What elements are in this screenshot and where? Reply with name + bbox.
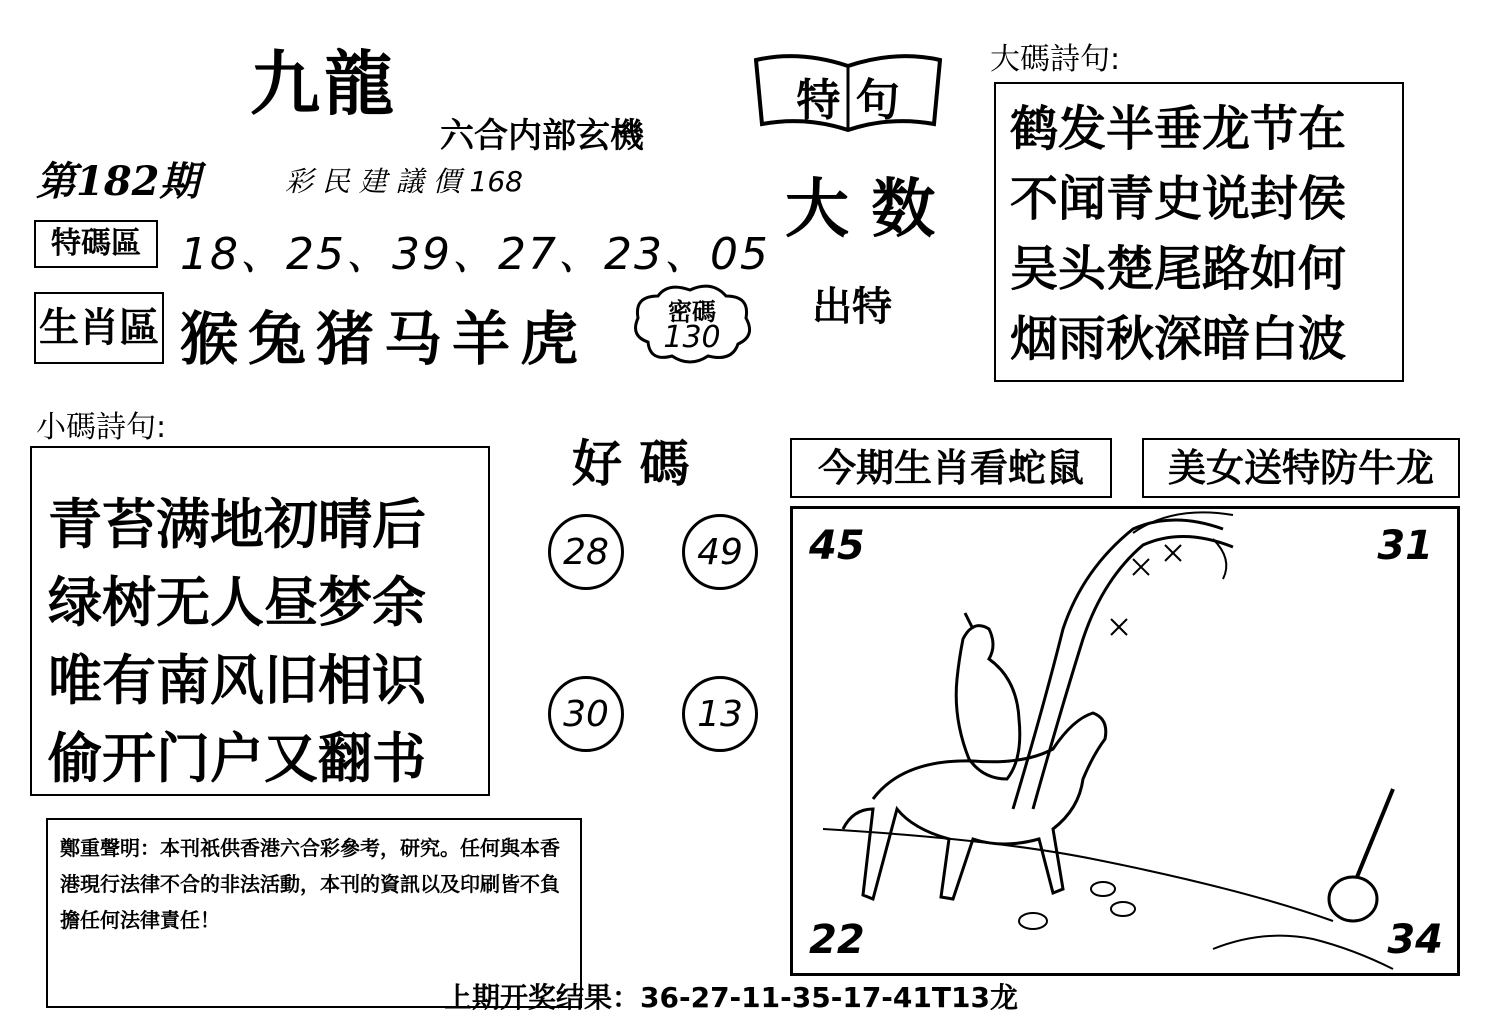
special-badge-text: 特 句: [796, 75, 900, 126]
corner-number-top-left: 45: [809, 523, 865, 569]
small-poem-line: 偷开门户又翻书: [48, 727, 426, 790]
special-badge: [750, 52, 946, 134]
big-poem-line: 吴头楚尾路如何: [1010, 241, 1347, 297]
good-code-circle: 30: [548, 676, 624, 752]
zodiac-animals: 猴兔猪马羊虎: [180, 305, 589, 373]
price-note: 彩 民 建 議 價 168: [285, 165, 523, 198]
issue-number: 第182期: [36, 158, 200, 205]
secret-code-cloud: [628, 282, 756, 368]
page-title: 九龍: [250, 42, 398, 125]
big-poem-box: [994, 82, 1404, 382]
disclaimer-text: 鄭重聲明：本刊祇供香港六合彩參考，研究。任何與本香港現行法律不合的非法活動，本刊的資訊以及印刷皆不負擔任何法律責任！: [60, 836, 560, 932]
zodiac-label: 生肖區: [34, 292, 164, 364]
secret-code-value: 130: [663, 320, 721, 355]
corner-number-bottom-left: 22: [809, 917, 865, 963]
out-special-label: 出特: [812, 284, 892, 330]
big-poem-heading: 大碼詩句:: [990, 42, 1121, 77]
secret-code-label: 密碼: [668, 298, 716, 326]
page-subtitle: 六合内部玄機: [440, 116, 644, 156]
special-code-label: 特碼區: [34, 220, 158, 268]
small-poem-line: 青苔满地初晴后: [48, 493, 426, 556]
big-poem-line: 烟雨秋深暗白波: [1010, 311, 1347, 367]
good-code-circle: 49: [682, 514, 758, 590]
small-poem-line: 绿树无人昼梦余: [48, 571, 426, 634]
corner-number-top-right: 31: [1377, 523, 1433, 569]
zodiac-tip-left: 今期生肖看蛇鼠: [790, 438, 1112, 498]
small-poem-heading: 小碼詩句:: [36, 410, 167, 445]
zodiac-tip-right: 美女送特防牛龙: [1142, 438, 1460, 498]
big-poem-line: 鹤发半垂龙节在: [1010, 101, 1347, 157]
big-number-label: 大 数: [785, 173, 936, 247]
good-codes-heading: 好 碼: [572, 435, 690, 493]
illustration-frame: [790, 506, 1460, 976]
small-poem-line: 唯有南风旧相识: [48, 649, 426, 712]
corner-number-bottom-right: 34: [1387, 917, 1443, 963]
rider-horse-illustration: [793, 509, 1457, 973]
big-poem-line: 不闻青史说封侯: [1010, 171, 1347, 227]
good-code-circle: 28: [548, 514, 624, 590]
good-code-circle: 13: [682, 676, 758, 752]
special-code-numbers: 18、25、39、27、23、05: [180, 229, 770, 280]
last-result: 上期开奖结果：36-27-11-35-17-41T13龙: [444, 981, 1018, 1014]
small-poem-box: [30, 446, 490, 796]
